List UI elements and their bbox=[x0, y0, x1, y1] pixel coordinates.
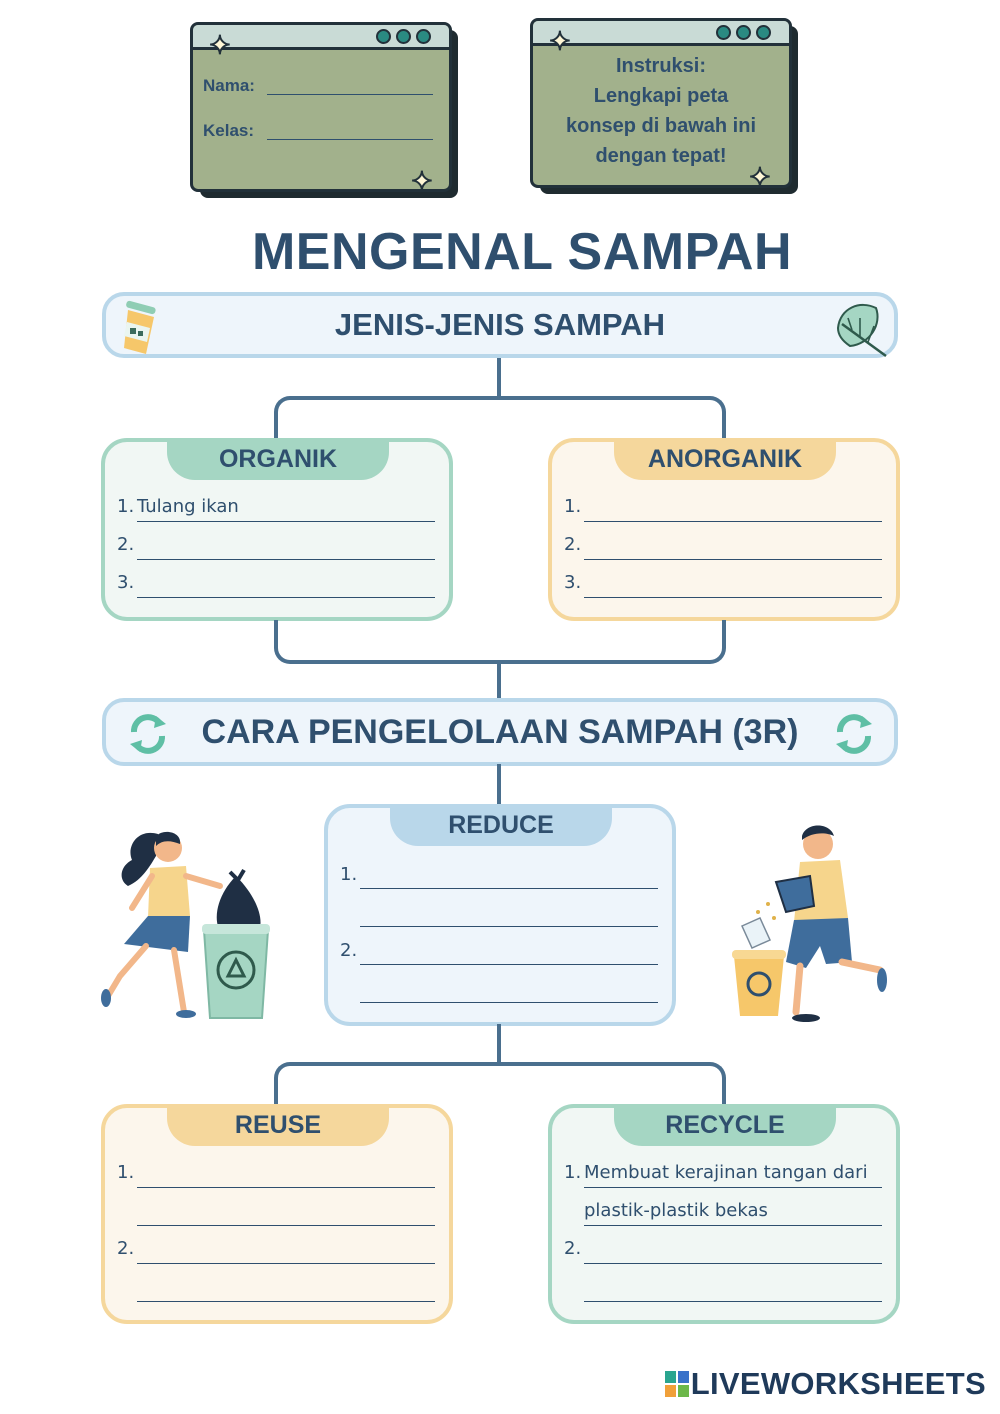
organik-card bbox=[101, 438, 453, 621]
list-number: 1. bbox=[117, 1162, 135, 1183]
answer-field[interactable] bbox=[584, 521, 882, 522]
sparkle-icon: ✦ bbox=[411, 167, 433, 197]
answer-field[interactable] bbox=[584, 1263, 882, 1264]
answer-field[interactable] bbox=[584, 1225, 882, 1226]
answer-field[interactable] bbox=[137, 1187, 435, 1188]
list-number: 3. bbox=[117, 572, 135, 593]
instruction-line: Instruksi: bbox=[615, 55, 707, 77]
answer-text: Tulang ikan bbox=[137, 496, 239, 517]
name-label: Nama: bbox=[203, 76, 255, 95]
name-input[interactable] bbox=[267, 94, 433, 95]
student-window-titlebar bbox=[193, 25, 449, 50]
answer-field[interactable] bbox=[584, 559, 882, 560]
list-number: 2. bbox=[564, 1238, 582, 1259]
connector-line bbox=[497, 764, 501, 808]
list-number: 2. bbox=[564, 534, 582, 555]
class-input[interactable] bbox=[267, 139, 433, 140]
recycle-card bbox=[548, 1104, 900, 1324]
leaf-icon bbox=[830, 298, 890, 358]
recycle-icon bbox=[124, 710, 172, 758]
answer-field[interactable] bbox=[360, 888, 658, 889]
window-dot-icon bbox=[376, 29, 391, 44]
class-label: Kelas: bbox=[203, 121, 255, 140]
instruction-line: dengan tepat! bbox=[595, 145, 727, 167]
window-dot-icon bbox=[736, 25, 751, 40]
sparkle-icon: ✦ bbox=[549, 27, 571, 57]
list-number: 1. bbox=[564, 496, 582, 517]
girl-with-trash-bag-illustration bbox=[98, 826, 273, 1024]
liveworksheets-logo-text: LIVEWORKSHEETS bbox=[690, 1366, 986, 1401]
list-number: 1. bbox=[340, 864, 358, 885]
organik-title: ORGANIK bbox=[167, 438, 389, 480]
recycle-bin-icon bbox=[204, 930, 268, 1018]
recycle-bin-icon bbox=[734, 956, 784, 1016]
anorganik-card bbox=[548, 438, 900, 621]
reuse-card bbox=[101, 1104, 453, 1324]
answer-field[interactable] bbox=[137, 521, 435, 522]
list-number: 3. bbox=[564, 572, 582, 593]
liveworksheets-logo[interactable] bbox=[665, 1366, 986, 1402]
window-dot-icon bbox=[716, 25, 731, 40]
reuse-title: REUSE bbox=[167, 1104, 389, 1146]
list-number: 2. bbox=[117, 534, 135, 555]
answer-field[interactable] bbox=[584, 1187, 882, 1188]
sparkle-icon: ✦ bbox=[749, 163, 771, 193]
sparkle-icon: ✦ bbox=[209, 31, 231, 61]
types-banner-label: JENIS-JENIS SAMPAH bbox=[334, 307, 666, 342]
answer-field[interactable] bbox=[584, 1301, 882, 1302]
student-window bbox=[190, 22, 452, 197]
coffee-cup-icon bbox=[112, 298, 162, 358]
instruction-line: Lengkapi peta bbox=[593, 85, 729, 107]
boy-recycling-illustration bbox=[730, 822, 895, 1026]
answer-text: Membuat kerajinan tangan dari bbox=[584, 1162, 868, 1183]
connector-elbow bbox=[274, 620, 726, 664]
list-number: 2. bbox=[340, 940, 358, 961]
list-number: 1. bbox=[117, 496, 135, 517]
answer-field[interactable] bbox=[360, 926, 658, 927]
window-dot-icon bbox=[416, 29, 431, 44]
window-dot-icon bbox=[756, 25, 771, 40]
answer-field[interactable] bbox=[584, 597, 882, 598]
anorganik-title: ANORGANIK bbox=[614, 438, 836, 480]
connector-line bbox=[497, 358, 501, 400]
instruction-window-titlebar bbox=[533, 21, 789, 46]
instruction-line: konsep di bawah ini bbox=[565, 115, 757, 137]
list-number: 1. bbox=[564, 1162, 582, 1183]
page-title: MENGENAL SAMPAH bbox=[251, 223, 793, 281]
answer-field[interactable] bbox=[137, 1301, 435, 1302]
list-number: 2. bbox=[117, 1238, 135, 1259]
answer-text: plastik-plastik bekas bbox=[584, 1200, 768, 1221]
answer-field[interactable] bbox=[360, 1002, 658, 1003]
answer-field[interactable] bbox=[137, 559, 435, 560]
instruction-text bbox=[533, 51, 789, 171]
reduce-title: REDUCE bbox=[390, 804, 612, 846]
answer-field[interactable] bbox=[137, 1263, 435, 1264]
connector-line bbox=[497, 1024, 501, 1066]
reduce-card bbox=[324, 804, 676, 1026]
recycle-icon bbox=[830, 710, 878, 758]
management-banner bbox=[102, 698, 898, 766]
connector-elbow bbox=[274, 1062, 726, 1108]
management-banner-label: CARA PENGELOLAAN SAMPAH (3R) bbox=[201, 712, 799, 751]
answer-field[interactable] bbox=[137, 1225, 435, 1226]
connector-line bbox=[497, 660, 501, 700]
recycle-title: RECYCLE bbox=[614, 1104, 836, 1146]
answer-field[interactable] bbox=[137, 597, 435, 598]
instruction-window bbox=[530, 18, 792, 193]
connector-elbow bbox=[274, 396, 726, 442]
answer-field[interactable] bbox=[360, 964, 658, 965]
window-dot-icon bbox=[396, 29, 411, 44]
liveworksheets-logo-icon bbox=[665, 1371, 689, 1397]
types-banner bbox=[102, 292, 898, 358]
